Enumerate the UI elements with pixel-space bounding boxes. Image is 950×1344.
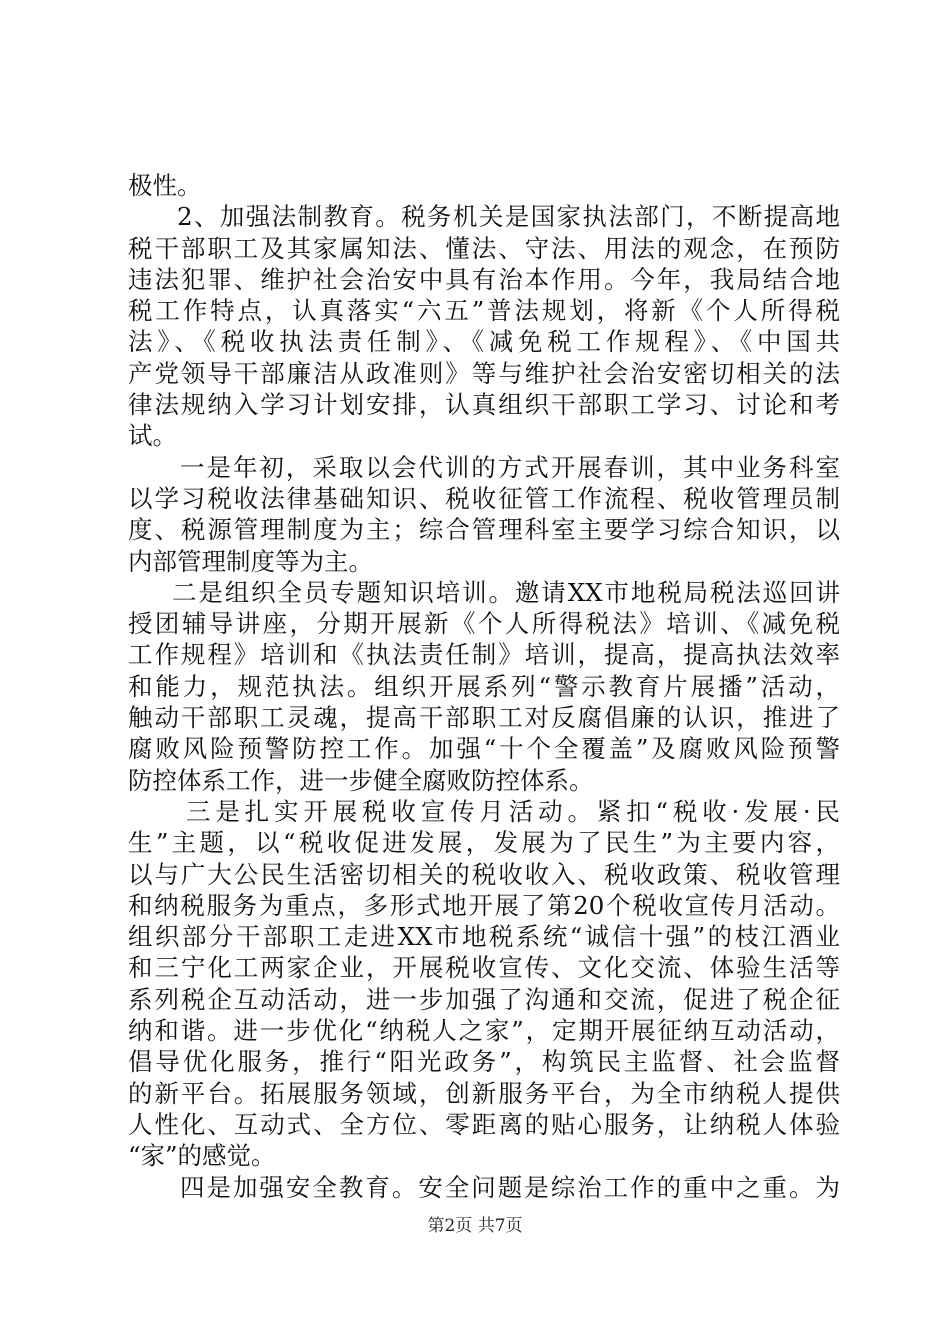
document-line: 人性化、互动式、全方位、零距离的贴心服务，让纳税人体验 [128,1109,840,1139]
document-line: 组织部分干部职工走进XX市地税系统“诚信十强”的枝江酒业 [128,922,840,952]
document-line: 2、加强法制教育。税务机关是国家执法部门，不断提高地 [177,202,840,232]
document-line: 极性。 [128,171,202,200]
document-line: 度、税源管理制度为主；综合管理科室主要学习综合知识，以 [128,515,840,545]
document-line: 三是扎实开展税收宣传月活动。紧扣“税收·发展·民 [186,796,840,826]
document-line: 试。 [128,421,177,451]
document-line: 二是组织全员专题知识培训。邀请XX市地税局税法巡回讲 [172,577,840,607]
document-line: 律法规纳入学习计划安排，认真组织干部职工学习、讨论和考 [128,390,840,420]
document-line: 授团辅导讲座，分期开展新《个人所得税法》培训、《减免税 [128,609,840,639]
document-line: 系列税企互动活动，进一步加强了沟通和交流，促进了税企征 [128,984,840,1014]
document-line: 腐败风险预警防控工作。加强“十个全覆盖”及腐败风险预警 [128,734,840,764]
document-line: 纳和谐。进一步优化“纳税人之家”，定期开展征纳互动活动， [128,1016,840,1046]
document-line: 以与广大公民生活密切相关的税收收入、税收政策、税收管理 [128,859,840,889]
document-line: 触动干部职工灵魂，提高干部职工对反腐倡廉的认识，推进了 [128,703,840,733]
document-line: 以学习税收法律基础知识、税收征管工作流程、税收管理员制 [128,483,840,513]
document-line: 的新平台。拓展服务领域，创新服务平台，为全市纳税人提供 [128,1078,840,1108]
document-body [128,170,840,1203]
document-line: 法》、《税收执法责任制》、《减免税工作规程》、《中国共 [128,327,840,357]
document-line: 产党领导干部廉洁从政准则》等与维护社会治安密切相关的法 [128,358,840,388]
document-line: 税工作特点，认真落实“六五”普法规划，将新《个人所得税 [128,296,840,326]
document-line: 一是年初，采取以会代训的方式开展春训，其中业务科室 [180,452,840,482]
document-line: 四是加强安全教育。安全问题是综治工作的重中之重。为 [180,1172,840,1202]
document-line: 违法犯罪、维护社会治安中具有治本作用。今年，我局结合地 [128,264,840,294]
document-line: 税干部职工及其家属知法、懂法、守法、用法的观念，在预防 [128,233,840,263]
document-line: 生”主题，以“税收促进发展，发展为了民生”为主要内容， [128,828,840,858]
page-footer: 第2页 共7页 [427,1216,523,1236]
document-line: 防控体系工作，进一步健全腐败防控体系。 [128,765,594,795]
document-line: 和能力，规范执法。组织开展系列“警示教育片展播”活动， [128,671,840,701]
document-line: 和三宁化工两家企业，开展税收宣传、文化交流、体验生活等 [128,953,840,983]
document-line: 和纳税服务为重点，多形式地开展了第20个税收宣传月活动。 [128,890,840,920]
document-line: “家”的感觉。 [128,1141,276,1171]
document-line: 倡导优化服务，推行“阳光政务”，构筑民主监督、社会监督 [128,1047,840,1077]
document-line: 工作规程》培训和《执法责任制》培训，提高，提高执法效率 [128,640,840,670]
document-line: 内部管理制度等为主。 [128,546,373,576]
